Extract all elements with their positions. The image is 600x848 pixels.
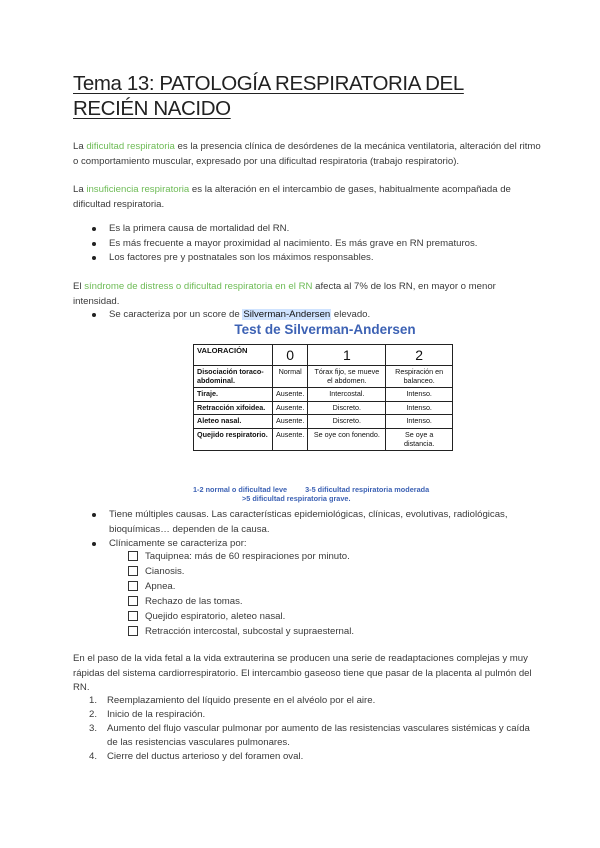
bullet-list-sdr xyxy=(73,308,543,323)
list-item: 3. Aumento del flujo vascular pulmonar por aumento de las resistencias vasculares sistémicas y caída de las resistencias vasculares pulmonares. xyxy=(89,723,530,748)
intro-paragraph-2: La insuficiencia respiratoria es la alteración en el intercambio de gases, habitualmente acompañada de dificultad respiratoria. xyxy=(73,184,511,210)
checkbox-item[interactable]: Taquipnea: más de 60 respiraciones por minuto. xyxy=(127,549,527,564)
table-row: Aleteo nasal. Ausente. Discreto. Intenso. xyxy=(194,415,453,429)
table-row: Quejido respiratorio. Ausente. Se oye con fonendo. Se oye a distancia. xyxy=(194,428,453,450)
silverman-andersen-table xyxy=(193,344,453,451)
list-item: Tiene múltiples causas. Las características epidemiológicas, clínicas, evolutivas, radiológicas, bioquímicas… dependen de la causa. xyxy=(73,508,543,537)
test-title: Test de Silverman-Andersen xyxy=(234,322,416,337)
steps-list xyxy=(73,694,543,764)
checkbox-item[interactable]: Quejido espiratorio, aleteo nasal. xyxy=(127,609,527,624)
intro-paragraph-1: La dificultad respiratoria es la presencia clínica de desórdenes de la mecánica ventilatoria, alteración del ritmo o comportamiento muscular, expresado por una dificultad respiratoria (trabajo respiratorio). xyxy=(73,141,541,167)
term-sindrome-distress: síndrome de distress o dificultad respiratoria en el RN xyxy=(84,281,313,292)
highlight-silverman-andersen: Silverman-Andersen xyxy=(243,309,331,320)
checkbox-item[interactable]: Apnea. xyxy=(127,579,527,594)
sdr-paragraph: El síndrome de distress o dificultad respiratoria en el RN afecta al 7% de los RN, en mayor o menor intensidad. xyxy=(73,281,496,307)
checkbox-item[interactable]: Rechazo de las tomas. xyxy=(127,594,527,609)
list-item: Clínicamente se caracteriza por: xyxy=(73,537,543,552)
page-title: Tema 13: PATOLOGÍA RESPIRATORIA DEL RECIÉN NACIDO xyxy=(73,72,464,120)
term-dificultad-respiratoria: dificultad respiratoria xyxy=(86,141,175,152)
header-valoracion: VALORACIÓN xyxy=(194,345,273,366)
header-score-0: 0 xyxy=(273,345,308,366)
table-row: Tiraje. Ausente. Intercostal. Intenso. xyxy=(194,388,453,402)
table-row: Disociación toraco-abdominal. Normal Tórax fijo, se mueve el abdomen. Respiración en balanceo. xyxy=(194,366,453,388)
list-item: Es la primera causa de mortalidad del RN. xyxy=(73,222,543,237)
checkbox-item[interactable]: Cianosis. xyxy=(127,564,527,579)
list-item: 1. Reemplazamiento del líquido presente en el alvéolo por el aire. xyxy=(89,695,376,706)
transition-paragraph: En el paso de la vida fetal a la vida extrauterina se producen una serie de readaptaciones complejas y muy rápidas del sistema cardiorrespiratorio. El intercambio gaseoso tiene que pasar de la placenta al pulmón del RN. xyxy=(73,653,532,694)
header-score-1: 1 xyxy=(308,345,386,366)
bullet-list-2 xyxy=(73,508,543,552)
list-item: 4. Cierre del ductus arterioso y del foramen oval. xyxy=(89,751,304,762)
checkbox-item[interactable]: Retracción intercostal, subcostal y supraesternal. xyxy=(127,624,527,639)
list-item: 2. Inicio de la respiración. xyxy=(89,709,206,720)
list-item: Se caracteriza por un score de Silverman-Andersen elevado. xyxy=(73,308,543,323)
test-legend: 1-2 normal o dificultad leve 3-5 dificultad respiratoria moderada >5 dificultad respiratoria grave. xyxy=(193,485,430,503)
symptom-checklist xyxy=(127,549,527,639)
header-score-2: 2 xyxy=(386,345,453,366)
term-insuficiencia-respiratoria: insuficiencia respiratoria xyxy=(86,184,190,195)
table-row: Retracción xifoidea. Ausente. Discreto. Intenso. xyxy=(194,401,453,415)
list-item: Los factores pre y postnatales son los máximos responsables. xyxy=(73,251,543,266)
bullet-list-1 xyxy=(73,222,543,266)
list-item: Es más frecuente a mayor proximidad al nacimiento. Es más grave en RN prematuros. xyxy=(73,237,543,252)
